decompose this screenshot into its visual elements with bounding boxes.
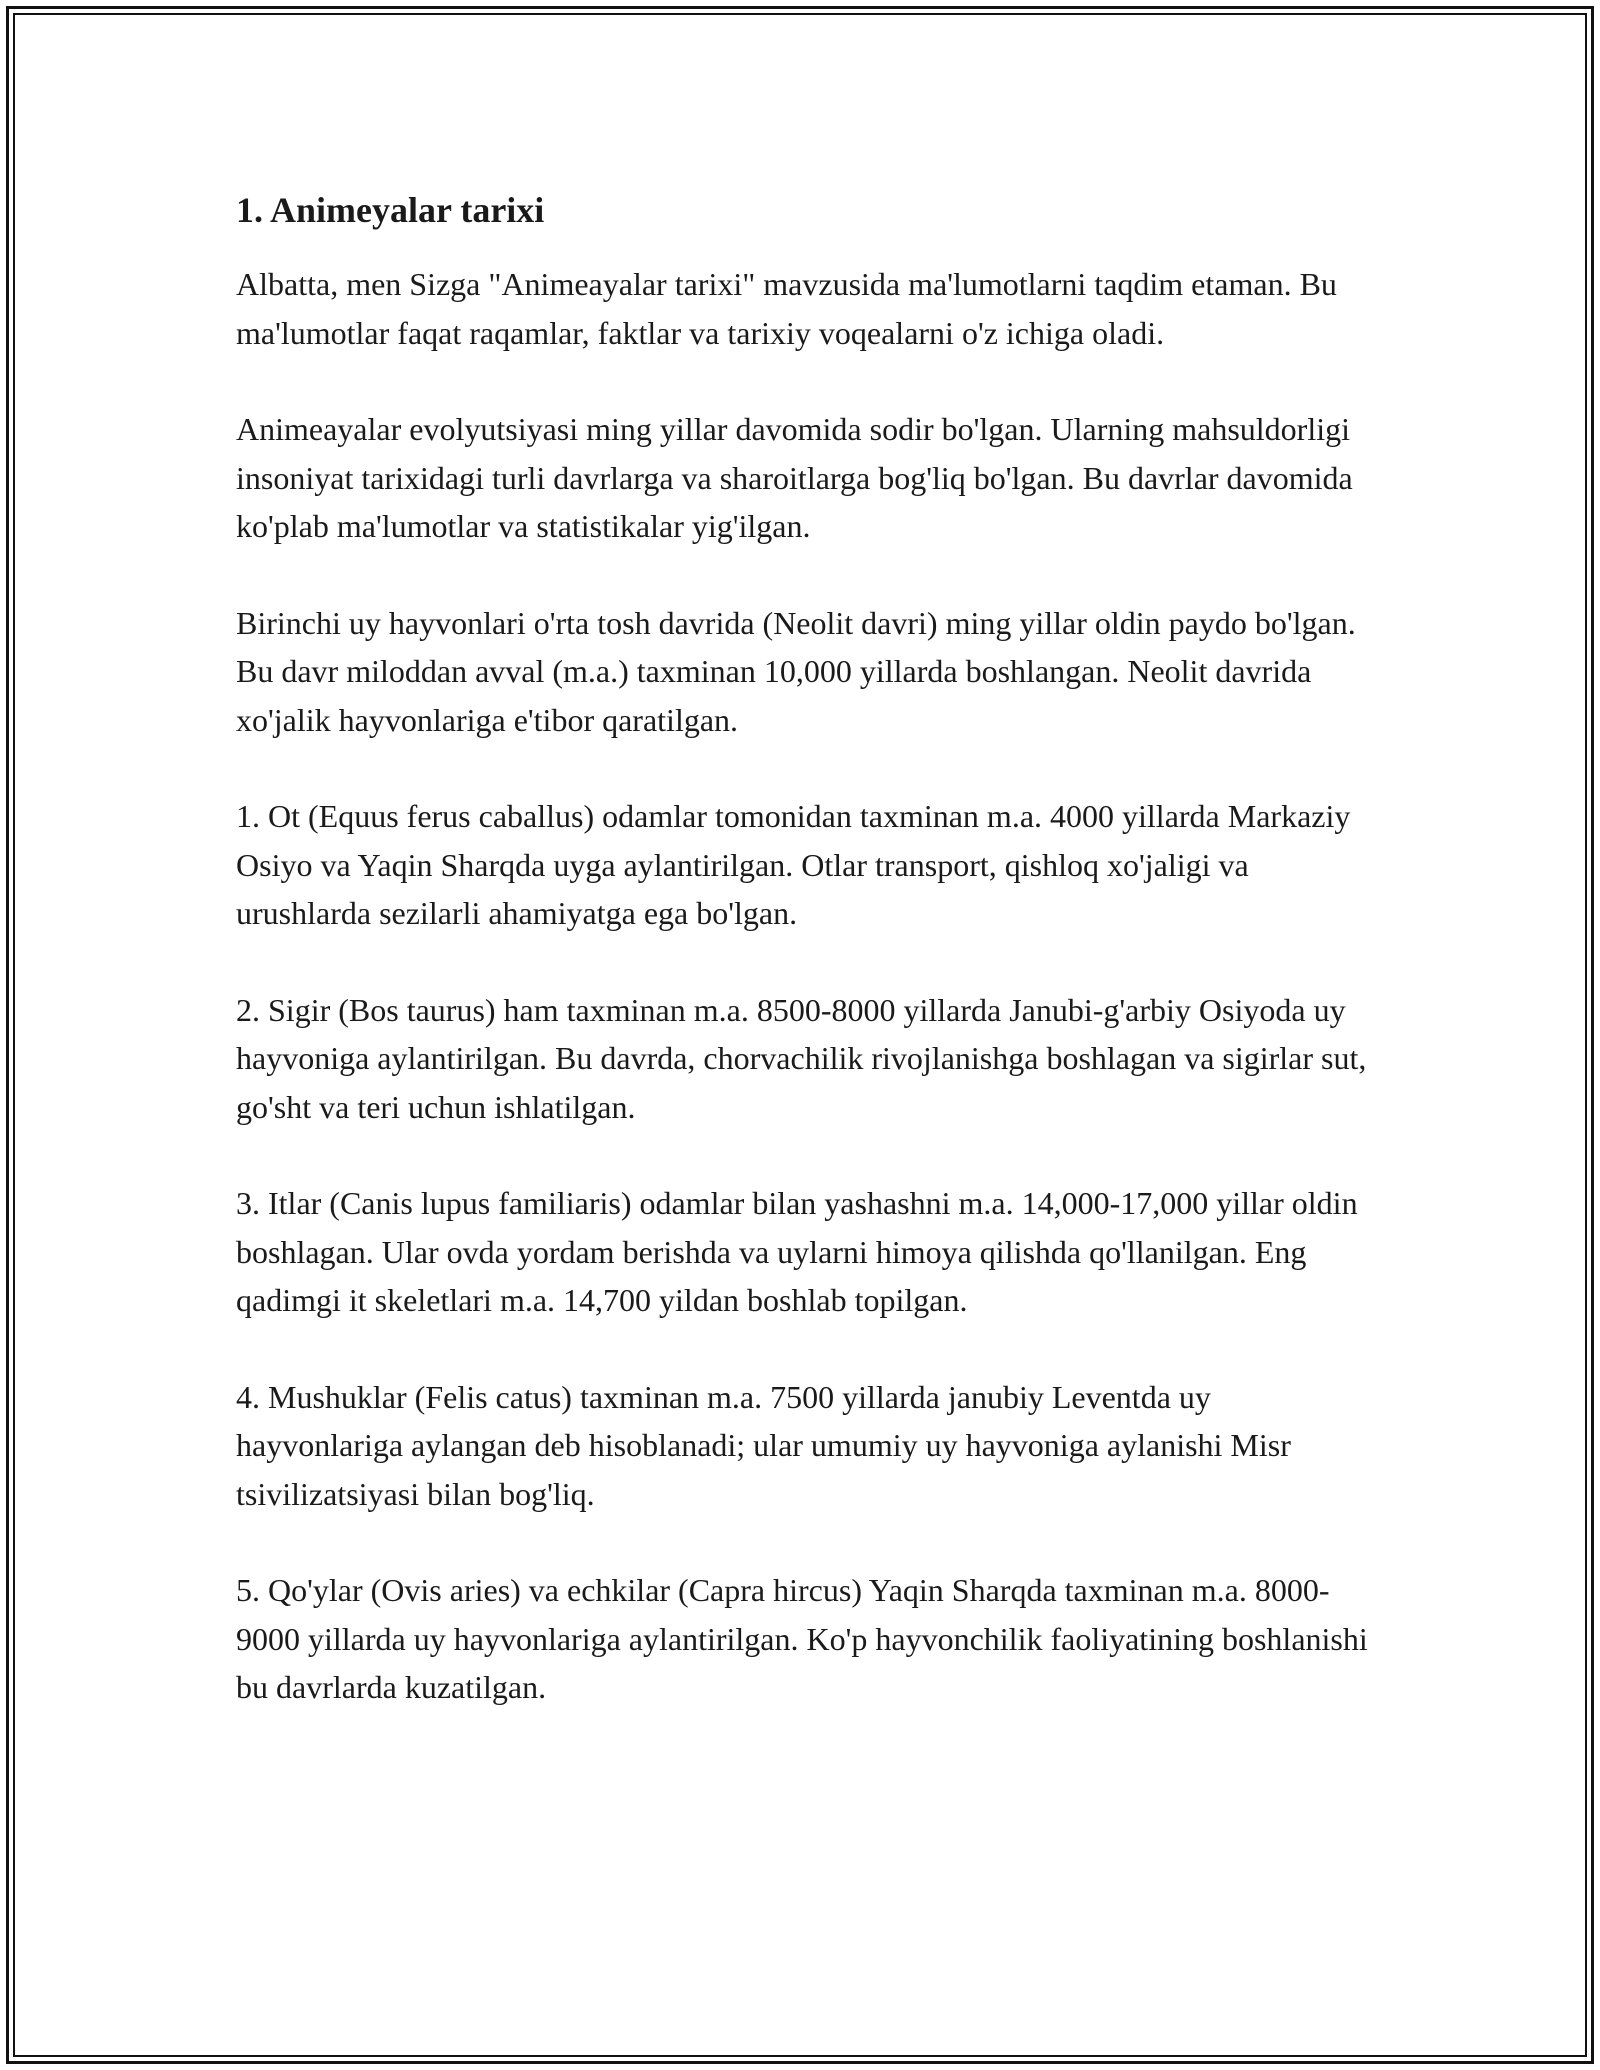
document-title: 1. Animeyalar tarixi [236,190,545,230]
evolution-paragraph: Animeayalar evolyutsiyasi ming yillar davomida sodir bo'lgan. Ularning mahsuldorligi insoniyat tarixidagi turli davrlarga va sharoitlarga bog'liq bo'lgan. Bu davrlar davomida ko'plab ma'lumotlar va statistikalar yig'ilgan. [236,411,1353,544]
list-item-cat: 4. Mushuklar (Felis catus) taxminan m.a. 7500 yillarda janubiy Leventda uy hayvonlariga aylangan deb hisoblanadi; ular umumiy uy hayvoniga aylanishi Misr tsivilizatsiyasi bilan bog'liq. [236,1378,1291,1512]
list-item-horse: 1. Ot (Equus ferus caballus) odamlar tomonidan taxminan m.a. 4000 yillarda Markaziy Osiyo va Yaqin Sharqda uyga aylantirilgan. Otlar transport, qishloq xo'jaligi va urushlarda sezilarli ahamiyatga ega bo'lgan. [236,798,1351,931]
list-item-sheep-goat: 5. Qo'ylar (Ovis aries) va echkilar (Capra hircus) Yaqin Sharqda taxminan m.a. 8000-9000 yillarda uy hayvonlariga aylantirilgan. Ko'p hayvonchilik faoliyatining boshlanishi bu davrlarda kuzatilgan. [236,1572,1368,1705]
intro-paragraph: Albatta, men Sizga "Animeayalar tarixi" mavzusida ma'lumotlarni taqdim etaman. Bu ma'lumotlar faqat raqamlar, faktlar va tarixiy voqealarni o'z ichiga oladi. [236,266,1337,351]
neolithic-paragraph: Birinchi uy hayvonlari o'rta tosh davrida (Neolit davri) ming yillar oldin paydo bo'lgan. Bu davr miloddan avval (m.a.) taxminan 10,000 yillarda boshlangan. Neolit davrida xo'jalik hayvonlariga e'tibor qaratilgan. [236,604,1356,738]
list-item-cow: 2. Sigir (Bos taurus) ham taxminan m.a. 8500-8000 yillarda Janubi-g'arbiy Osiyoda uy hayvoniga aylantirilgan. Bu davrda, chorvachilik rivojlanishga boshlagan va sigirlar sut, go'sht va teri uchun ishlatilgan. [236,991,1367,1125]
document-body [236,188,1376,1760]
list-item-dog: 3. Itlar (Canis lupus familiaris) odamlar bilan yashashni m.a. 14,000-17,000 yillar oldin boshlagan. Ular ovda yordam berishda va uylarni himoya qilishda qo'llanilgan. Eng qadimgi it skeletlari m.a. 14,700 yildan boshlab topilgan. [236,1185,1358,1318]
